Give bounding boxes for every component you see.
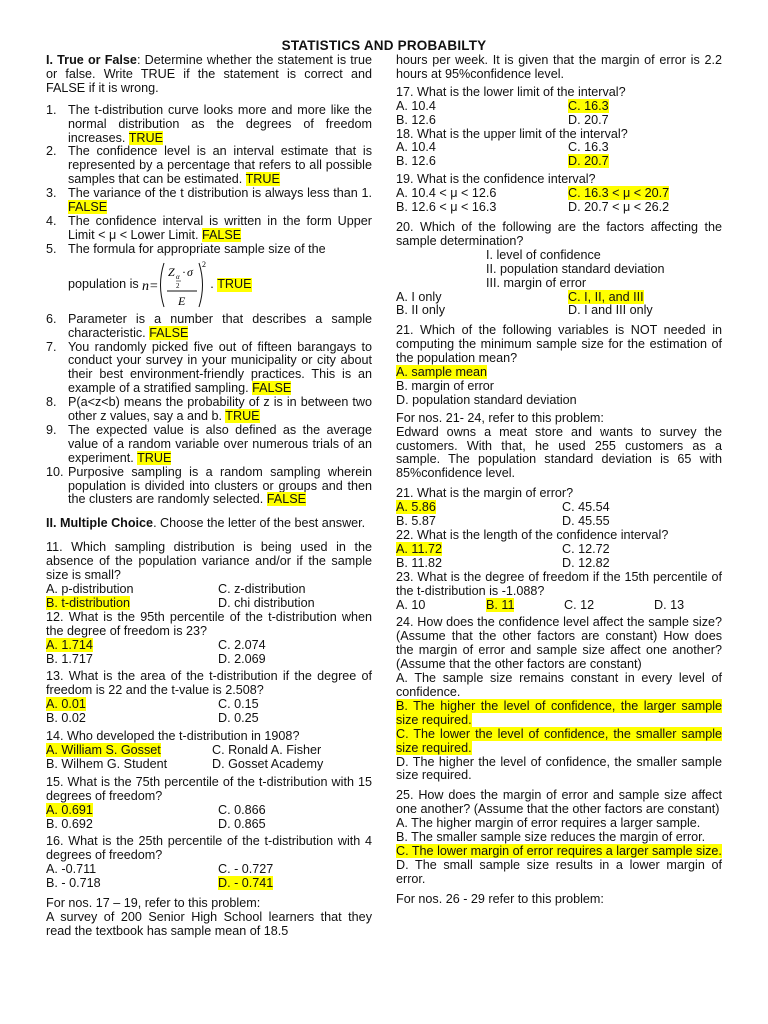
factor-item: III. margin of error [486,275,587,290]
question-16: 16. What is the 25th percentile of the t-distribution with 4 degrees of freedom? A. -0.711 C. - 0.727 B. - 0.718 D. - 0.741 [46,834,372,891]
problem-26-29-intro: For nos. 26 - 29 refer to this problem: [396,891,604,906]
question-13: 13. What is the area of the t-distribution if the degree of freedom is 22 and the t-value is 2.508? A. 0.01 C. 0.15 B. 0.02 D. 0.25 [46,669,372,726]
option: D. 12.82 [562,555,610,570]
question-21a: 21. Which of the following variables is NOT needed in computing the minimum sample size for the estimation of the population mean? A. sample mean B. margin of error D. population standard deviation [396,323,722,407]
option-selected: C. The lower the level of confidence, the smaller sample size required. [396,726,722,755]
option: C. 0.15 [218,697,259,712]
question-25: 25. How does the margin of error and sample size affect one another? (Assume that the other factors are constant) A. The higher margin of error requires a larger sample. B. The smaller sample size reduces the margin of error. C. The lower margin of error requires a larger sample size. D. The small sample size results in a lower margin of error. [396,788,722,886]
option-selected: B. t-distribution [46,595,130,610]
tf-item-2: 2. The confidence level is an interval estimate that is represented by a percentage that refers to all possible samples that can be estimated. TRUE [46,144,372,187]
question-15: 15. What is the 75th percentile of the t-distribution with 15 degrees of freedom? A. 0.691 C. 0.866 B. 0.692 D. 0.865 [46,774,372,831]
option: C. z-distribution [218,582,306,596]
tf-item-8: 8. P(a<z<b) means the probability of z is in between two other z values, say a and b. TRUE [46,395,372,424]
tf-answer: TRUE [245,172,280,187]
answer-options [396,599,722,613]
option: B. II only [396,303,445,318]
section2-heading: II. Multiple Choice [46,516,154,531]
tf-item-1: 1. The t-distribution curve looks more and more like the normal distribution as the degrees of freedom increases. TRUE [46,102,372,145]
formula-left-paren [161,263,165,307]
answer-options [396,100,722,128]
question-18: 18. What is the upper limit of the interval? A. 10.4 C. 16.3 B. 12.6 D. 20.7 [396,128,722,170]
tf-item-6: 6. Parameter is a number that describes a sample characteristic. FALSE [46,311,372,340]
option-selected: B. The higher the level of confidence, the larger sample size required. [396,698,722,727]
tf-answer: FALSE [252,381,292,396]
option: B. 0.02 [46,711,86,726]
option: C. 2.074 [218,637,266,652]
question-22: 22. What is the length of the confidence interval? A. 11.72 C. 12.72 B. 11.82 D. 12.82 [396,529,722,571]
option: A. I only [396,289,442,304]
problem-17-19-intro: For nos. 17 – 19, refer to this problem: [46,896,261,911]
option: B. 1.717 [46,651,93,666]
option: A. 10.4 < μ < 12.6 [396,186,497,201]
formula-lhs: n= [142,278,159,294]
section1-instructions: I. True or False: Determine whether the statement is true or false. Write TRUE if the statement is correct and FALSE if it is wrong. [46,53,373,95]
option: B. 12.6 < μ < 16.3 [396,200,497,215]
answer-options [46,698,372,726]
option: C. 0.866 [218,802,266,817]
problem-21-24-intro: For nos. 21- 24, refer to this problem: [396,410,604,425]
tf-item-7: 7. You randomly picked five out of fifteen barangays to conduct your survey in your municipality or city about their best environment-friendly practices. This is an example of a stratified sampling. FALSE [46,339,372,396]
option: D. 45.55 [562,514,610,529]
option: C. Ronald A. Fisher [212,742,322,757]
formula-z: Z [168,264,175,279]
answer-options [46,583,372,611]
answer-options [396,141,722,169]
option: C. 16.3 [568,140,609,155]
tf-answer: TRUE [128,130,163,145]
question-12: 12. What is the 95th percentile of the t-distribution when the degree of freedom is 23? A. 1.714 C. 2.074 B. 1.717 D. 2.069 [46,609,372,666]
formula-E: E [178,293,186,308]
option: C. 45.54 [562,500,610,515]
tf-answer: TRUE [225,409,260,424]
section2-instructions: II. Multiple Choice. Choose the letter of the best answer. [46,516,366,531]
answer-options [396,543,722,571]
right-column [396,54,722,907]
option: A. 10.4 [396,140,436,155]
option: C. - 0.727 [218,862,274,877]
option-selected: A. 0.691 [46,802,93,817]
formula-sigma: σ [187,264,194,279]
option: D. I and III only [568,303,653,318]
tf-answer: FALSE [68,200,108,215]
tf-item-3: 3. The variance of the t distribution is always less than 1. FALSE [46,186,372,215]
page-title: STATISTICS AND PROBABILTY [281,38,487,53]
option: D. 2.069 [218,651,266,666]
option: B. 5.87 [396,514,436,529]
answer-options [46,744,372,772]
option-selected: A. 11.72 [396,541,442,556]
option: D. 20.7 [568,112,609,127]
tf-item-10: 10. Purposive sampling is a random sampling wherein population is divided into clusters or groups and then the clusters are randomly selected. FALSE [46,464,372,507]
factor-item: II. population standard deviation [486,261,665,276]
true-false-list [46,104,372,508]
option: B. margin of error [396,378,494,393]
question-17: 17. What is the lower limit of the interval? A. 10.4 C. 16.3 B. 12.6 D. 20.7 [396,86,722,128]
problem-17-19-text-continued: hours per week. It is given that the margin of error is 2.2 hours at 95%confidence level. [396,53,722,81]
option: B. 12.6 [396,112,436,127]
option: D. population standard deviation [396,392,577,407]
option-selected: D. - 0.741 [218,876,274,891]
formula-alpha: α [176,272,180,281]
option: B. The smaller sample size reduces the margin of error. [396,830,706,845]
option: B. 11.82 [396,555,442,570]
option: B. Wilhem G. Student [46,756,168,771]
option-selected: D. 20.7 [568,154,609,169]
question-19: 19. What is the confidence interval? A. 10.4 < μ < 12.6 C. 16.3 < μ < 20.7 B. 12.6 < μ < 16.3 D. 20.7 < μ < 26.2 [396,173,722,215]
option: A. -0.711 [46,862,97,877]
tf-item-9: 9. The expected value is also defined as the average value of a random variable over numerous trials of an experiment. TRUE [46,422,372,465]
tf-answer: TRUE [137,450,172,465]
question-20: 20. Which of the following are the factors affecting the sample determination? I. level of confidence II. population standard deviation III. margin of error A. I only C. I, II, and III B. II only D. I and III only [396,219,722,318]
formula-dot: · [182,264,187,279]
option-selected: A. 1.714 [46,637,93,652]
tf-item-5: 5. The formula for appropriate sample size of the population is n= Z α 2 · σ E 2 . TRUE [46,243,372,313]
option-selected: A. sample mean [396,365,487,380]
option-selected: B. 11 [486,597,515,612]
option: A. The sample size remains constant in every level of confidence. [396,671,722,699]
option: D. Gosset Academy [212,756,324,771]
problem-21-24-text: Edward owns a meat store and wants to survey the customers. With that, he used 255 customers as a sample. The population standard deviation is 65 with 85%confidence level. [396,424,722,481]
tf-answer: TRUE [217,276,252,291]
formula-two: 2 [176,281,180,290]
option-selected: A. William S. Gosset [46,742,161,757]
formula-right-paren [199,263,203,307]
option: A. The higher margin of error requires a larger sample. [396,816,701,831]
question-21b: 21. What is the margin of error? A. 5.86 C. 45.54 B. 5.87 D. 45.55 [396,487,722,529]
left-column [46,54,372,939]
option-selected: C. 16.3 [568,98,609,113]
option: D. The higher the level of confidence, the smaller sample size required. [396,754,722,783]
answer-options [46,639,372,667]
tf-answer: FALSE [266,492,306,507]
option: D. The small sample size results in a lower margin of error. [396,857,722,886]
option-selected: A. 5.86 [396,500,436,515]
answer-options [396,501,722,529]
problem-17-19-text: A survey of 200 Senior High School learners that they read the textbook has sample mean of 18.5 [46,909,372,938]
option: D. chi distribution [218,595,315,610]
option: D. 0.865 [218,816,266,831]
question-14: 14. Who developed the t-distribution in 1908? A. William S. Gosset C. Ronald A. Fisher B. Wilhem G. Student D. Gosset Academy [46,730,372,772]
question-24: 24. How does the confidence level affect the sample size? (Assume that the other factors are constant) How does the margin of error and sample size affect one another? (Assume that the other factors are constant) A. The sample size remains constant in every level of confidence. B. The higher the level of confidence, the larger sample size required. C. The lower the level of confidence, the smaller sample size required. D. The higher the level of confidence, the smaller sample size required. [396,615,722,783]
option: A. 10 [396,597,426,612]
option: A. 10.4 [396,98,436,113]
option-selected: C. 16.3 < μ < 20.7 [568,186,670,201]
question-11: 11. Which sampling distribution is being used in the absence of the population variance and/or if the sample size is small? A. p-distribution C. z-distribution B. t-distribution D. chi distribution [46,540,372,610]
sample-size-formula: population is n= Z α 2 · σ E 2 . TRUE [68,257,372,313]
section1-heading: I. True or False [46,53,137,67]
option-selected: A. 0.01 [46,697,86,712]
option-selected: C. I, II, and III [568,289,644,304]
option: D. 13 [654,597,685,612]
answer-options [396,187,722,215]
option: B. - 0.718 [46,876,101,891]
factor-item: I. level of confidence [486,247,601,262]
question-23: 23. What is the degree of freedom if the 15th percentile of the t-distribution is -1.088? A. 10 B. 11 C. 12 D. 13 [396,569,722,612]
tf-answer: FALSE [201,227,242,242]
formula-graphic [142,257,208,313]
option: C. 12.72 [562,541,610,556]
formula-exponent: 2 [202,259,207,269]
option: D. 20.7 < μ < 26.2 [568,200,670,215]
option: B. 0.692 [46,816,93,831]
tf-item-4: 4. The confidence interval is written in the form Upper Limit < μ < Lower Limit. FALSE [46,213,372,242]
option: B. 12.6 [396,154,436,169]
option: A. p-distribution [46,582,134,596]
tf-answer: FALSE [149,325,189,340]
option: D. 0.25 [218,711,259,726]
option-selected: C. The lower margin of error requires a larger sample size. [396,843,722,858]
answer-options [46,804,372,832]
answer-options [396,291,722,319]
answer-options [46,863,372,891]
option: C. 12 [564,597,595,612]
